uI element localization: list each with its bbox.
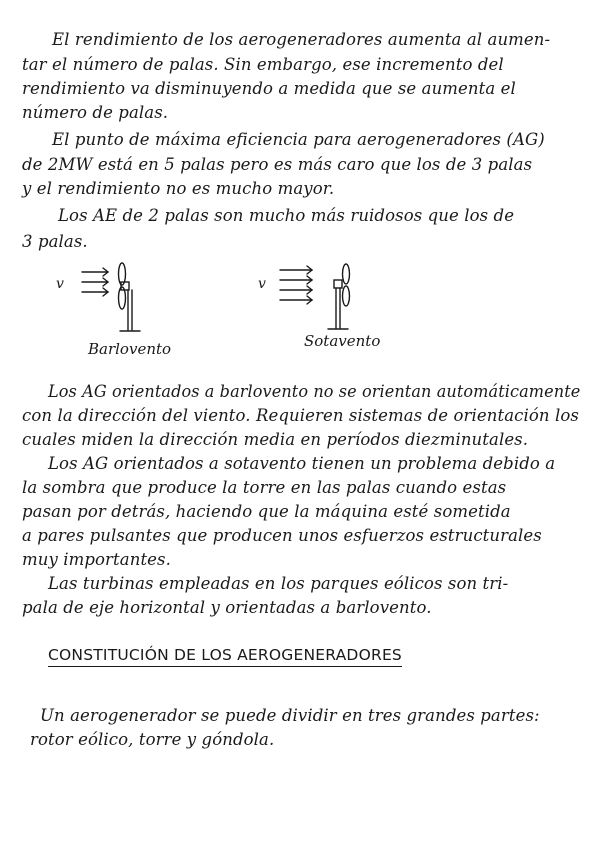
text-line: Las turbinas empleadas en los parques eólicos son tri- [48, 574, 509, 593]
text-line: pala de eje horizontal y orientadas a barlovento. [22, 598, 432, 617]
text-line: tar el número de palas. Sin embargo, ese incremento del [22, 55, 504, 74]
text-line: número de palas. [22, 103, 169, 122]
text-line: de 2MW está en 5 palas pero es más caro que los de 3 palas [22, 155, 533, 174]
text-line: El rendimiento de los aerogeneradores aumenta al aumen- [52, 30, 551, 49]
text-line: El punto de máxima eficiencia para aerogeneradores (AG) [52, 130, 545, 149]
text-line: 3 palas. [22, 232, 88, 251]
text-line: muy importantes. [22, 550, 171, 569]
wind-velocity-symbol: v [258, 276, 266, 292]
wind-arrows-icon [82, 268, 108, 296]
text-line: rendimiento va disminuyendo a medida que se aumenta el [22, 79, 516, 98]
barlovento-turbine-sketch [56, 260, 166, 340]
text-line: Los AG orientados a sotavento tienen un problema debido a [48, 454, 556, 473]
text-line: y el rendimiento no es mucho mayor. [22, 179, 335, 198]
text-line: cuales miden la dirección media en períodos diezminutales. [22, 430, 529, 449]
text-line: Los AE de 2 palas son mucho más ruidosos que los de [58, 206, 515, 225]
sotavento-turbine-sketch [258, 262, 368, 342]
text-line: Los AG orientados a barlovento no se orientan automáticamente [48, 382, 581, 401]
sotavento-label: Sotavento [304, 332, 381, 350]
text-line: la sombra que produce la torre en las palas cuando estas [22, 478, 507, 497]
text-line: Un aerogenerador se puede dividir en tres grandes partes: [40, 706, 540, 725]
tower-icon [120, 290, 140, 331]
barlovento-label: Barlovento [88, 340, 172, 358]
text-line: con la dirección del viento. Requieren sistemas de orientación los [22, 406, 579, 425]
rotor-icon [343, 264, 350, 306]
text-line: pasan por detrás, haciendo que la máquina esté sometida [22, 502, 511, 521]
text-line: rotor eólico, torre y góndola. [30, 730, 275, 749]
wind-arrows-icon [280, 266, 312, 304]
section-heading: CONSTITUCIÓN DE LOS AEROGENERADORES [48, 646, 402, 667]
text-line: a pares pulsantes que producen unos esfuerzos estructurales [22, 526, 542, 545]
wind-velocity-symbol: v [56, 276, 64, 292]
